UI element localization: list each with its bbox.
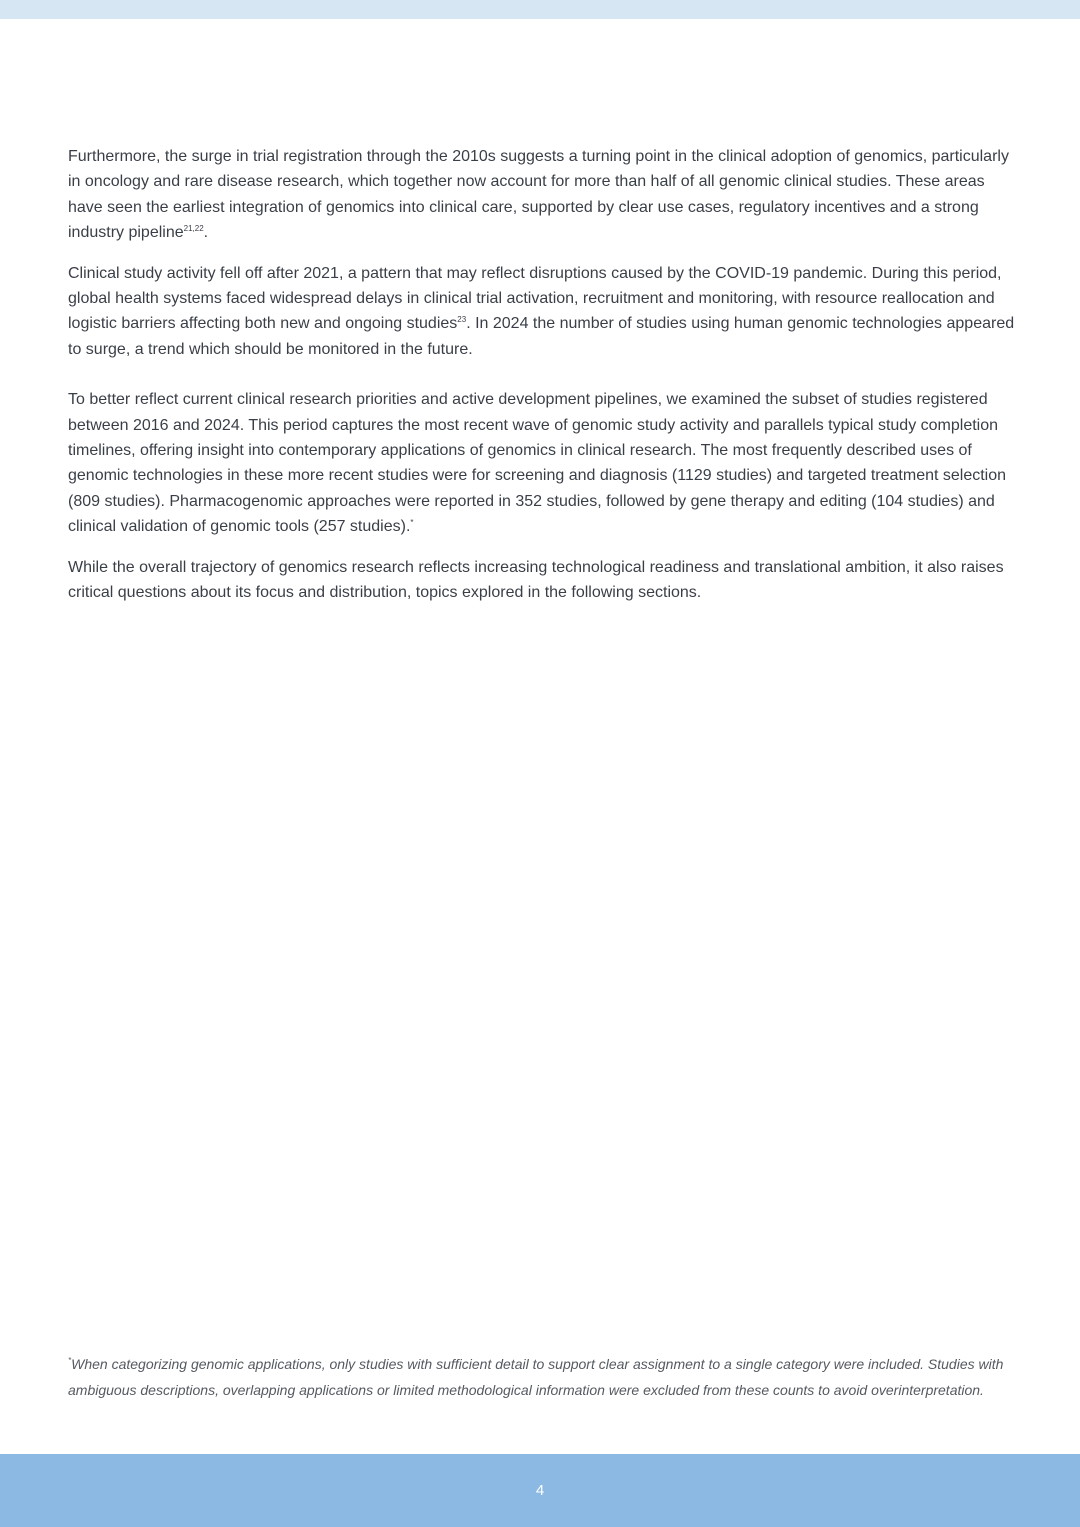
paragraph-recent-studies: To better reflect current clinical research priorities and active development pipelines, we examined the subset of studies registered between 2016 and 2024. This period captures the most recent wave of genomic study activity and parallels typical study completion timelines, offering insight into contemporary applications of genomics in clinical research. The most frequently described uses of genomic technologies in these more recent studies were for screening and diagnosis (1129 studies) and targeted treatment selection (809 studies). Pharmacogenomic approaches were reported in 352 studies, followed by gene therapy and editing (104 studies) and clinical validation of genomic tools (257 studies).*	[68, 391, 1007, 536]
page-number: 4	[535, 1482, 545, 1499]
page-footer	[0, 1454, 1080, 1527]
footnote-marker: *	[410, 518, 414, 528]
paragraph-oncology-rare-disease: Furthermore, the surge in trial registration through the 2010s suggests a turning point in the clinical adoption of genomics, particularly in oncology and rare disease research, which together now account for more than half of all genomic clinical studies. These areas have seen the earliest integration of genomics into clinical care, supported by clear use cases, regulatory incentives and a strong industry pipeline$^{21,22}$.	[68, 148, 1009, 242]
footnote: *When categorizing genomic applications, only studies with sufficient detail to support clear assignment to a single category were included. Studies with ambiguous descriptions, overlapping applications or limited methodological information were excluded from these counts to avoid overinterpretation.	[68, 1356, 1004, 1398]
top-decorative-band	[0, 0, 1080, 19]
paragraph-trajectory: While the overall trajectory of genomics research reflects increasing technological readiness and translational ambition, it also raises critical questions about its focus and distribution, topics explored in the following sections.	[68, 558, 1004, 602]
footnote-marker: *	[68, 1356, 72, 1365]
main-content	[68, 144, 1018, 606]
citation-ref: 21,22	[183, 224, 204, 234]
citation-ref: 23	[457, 315, 467, 325]
paragraph-covid-decline: Clinical study activity fell off after 2021, a pattern that may reflect disruptions caused by the COVID-19 pandemic. During this period, global health systems faced widespread delays in clinical trial activation, recruitment and monitoring, with resource reallocation and logistic barriers affecting both new and ongoing studies$^{23}$. In 2024 the number of studies using human genomic technologies appeared to surge, a trend which should be monitored in the future.	[68, 264, 1015, 358]
